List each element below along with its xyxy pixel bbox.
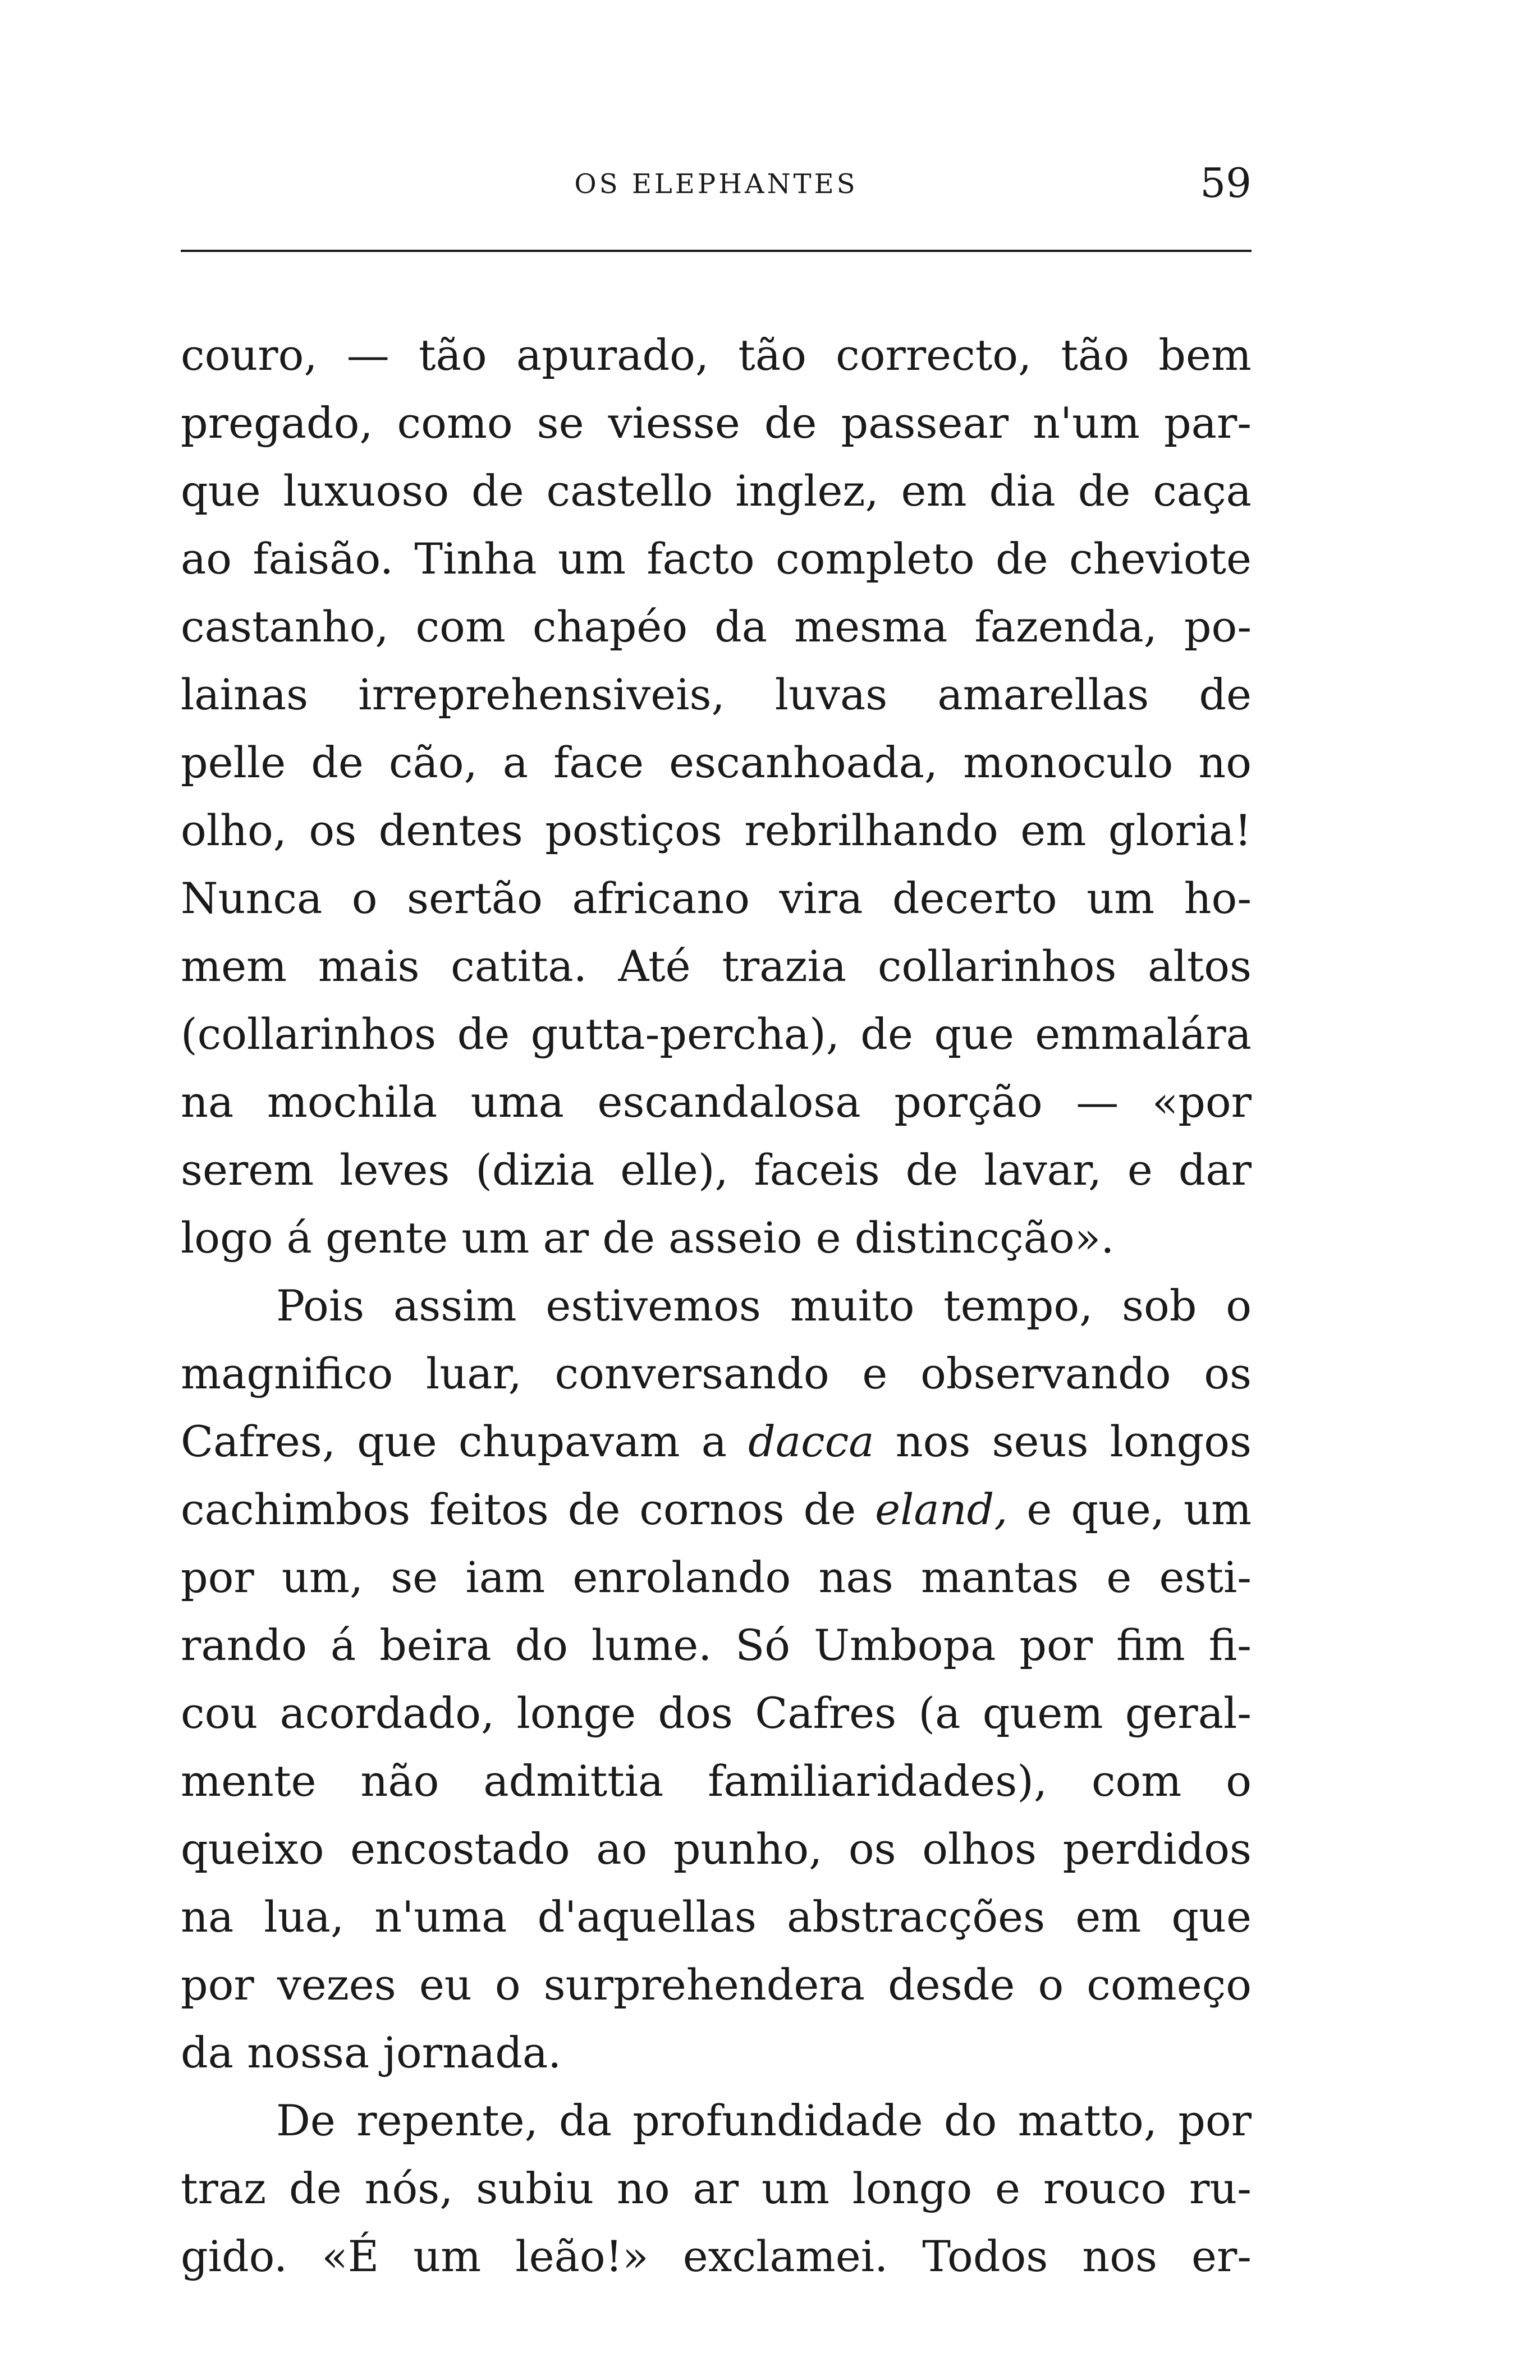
text-line: que luxuoso de castello inglez, em dia de caça xyxy=(181,466,1252,516)
text-line: Nunca o sertão africano vira decerto um ho- xyxy=(181,873,1252,923)
text-line: queixo encostado ao punho, os olhos perdidos xyxy=(181,1824,1252,1874)
italic-word: dacca xyxy=(748,1416,874,1466)
text-line: olho, os dentes postiços rebrilhando em gloria! xyxy=(181,805,1252,855)
paragraph-end-line: da nossa jornada. xyxy=(181,2028,562,2078)
text-line: pregado, como se viesse de passear n'um par- xyxy=(181,398,1252,448)
text-line: mente não admittia familiaridades), com o xyxy=(181,1756,1252,1806)
text-line: (collarinhos de gutta-percha), de que emmalára xyxy=(181,1009,1252,1059)
text-line: por vezes eu o surprehendera desde o começo xyxy=(181,1960,1252,2010)
text-line: na mochila uma escandalosa porção — «por xyxy=(181,1077,1252,1127)
text-run: e que, um xyxy=(1007,1484,1252,1534)
text-line xyxy=(181,1475,1252,1543)
text-line: pelle de cão, a face escanhoada, monoculo no xyxy=(181,737,1252,787)
paragraph-end-line: logo á gente um ar de asseio e distincção». xyxy=(181,1213,1115,1263)
paragraph-start-line: Pois assim estivemos muito tempo, sob o xyxy=(276,1281,1252,1331)
text-line: na lua, n'uma d'aquellas abstracções em que xyxy=(181,1892,1252,1942)
text-line: rando á beira do lume. Só Umbopa por fim fi- xyxy=(181,1620,1252,1670)
text-line: magnifico luar, conversando e observando os xyxy=(181,1349,1252,1398)
text-run: cachimbos feitos de cornos de xyxy=(181,1484,876,1534)
text-line: ao faisão. Tinha um facto completo de cheviote xyxy=(181,534,1252,584)
text-line: serem leves (dizia elle), faceis de lavar, e dar xyxy=(181,1145,1252,1195)
text-run: nos seus longos xyxy=(874,1416,1252,1466)
running-title: OS ELEPHANTES xyxy=(574,168,858,200)
text-line: traz de nós, subiu no ar um longo e rouco ru- xyxy=(181,2163,1252,2213)
text-run: Cafres, que chupavam a xyxy=(181,1416,749,1466)
header-rule xyxy=(181,250,1252,252)
body-text xyxy=(181,321,1252,2290)
text-line: cou acordado, longe dos Cafres (a quem geral- xyxy=(181,1688,1252,1738)
text-line xyxy=(181,1407,1252,1475)
text-line: mem mais catita. Até trazia collarinhos altos xyxy=(181,941,1252,991)
text-line: castanho, com chapéo da mesma fazenda, po- xyxy=(181,602,1252,652)
text-line: gido. «É um leão!» exclamei. Todos nos er- xyxy=(181,2231,1252,2281)
text-line: lainas irreprehensiveis, luvas amarellas de xyxy=(181,669,1252,719)
italic-word: eland, xyxy=(875,1484,1008,1534)
paragraph-start-line: De repente, da profundidade do matto, por xyxy=(276,2095,1252,2145)
text-line: couro, — tão apurado, tão correcto, tão bem xyxy=(181,330,1252,380)
text-line: por um, se iam enrolando nas mantas e esti- xyxy=(181,1552,1252,1602)
running-head xyxy=(181,159,1252,213)
page-number: 59 xyxy=(1200,159,1252,207)
